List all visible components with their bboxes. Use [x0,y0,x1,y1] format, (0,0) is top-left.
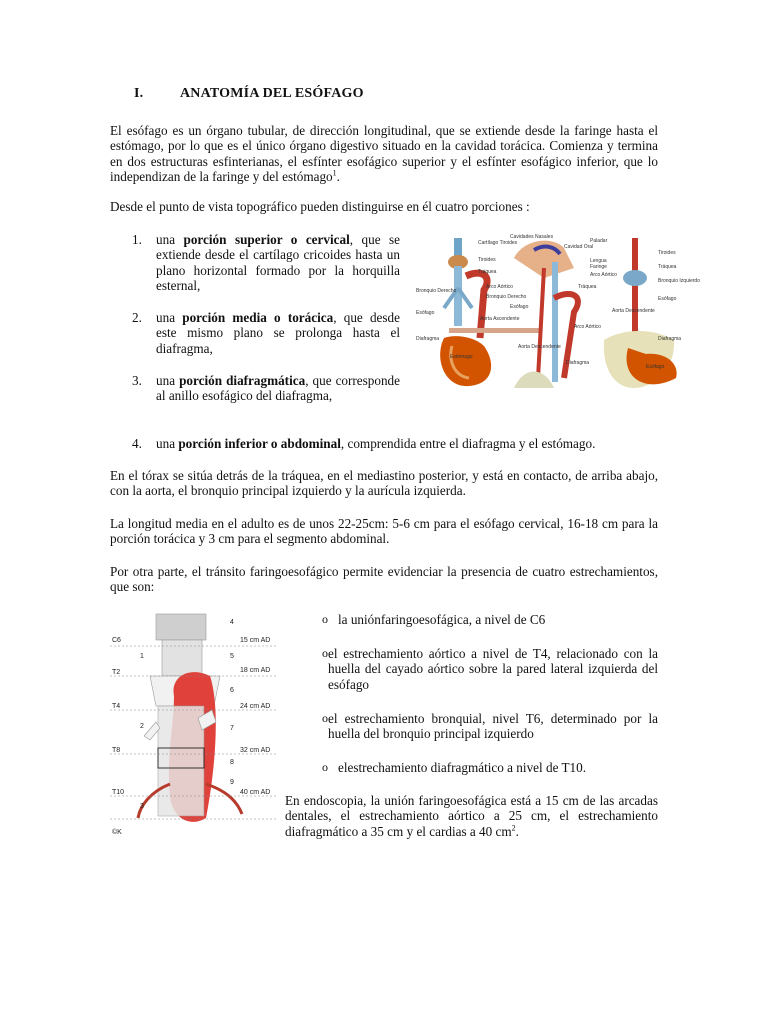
label-lengua: Lengua [590,258,607,264]
label-bronquio-izquierdo: Bronquio Izquierdo [658,278,700,284]
number-7: 7 [230,725,234,732]
section-title: ANATOMÍA DEL ESÓFAGO [180,86,364,101]
label-traquea-m: Tráquea [578,284,597,290]
narrowing-item-2 [322,646,658,692]
esophagus-anatomy-illustration [414,228,700,398]
label-cartilago-tiroides: Cartílago Tiroides [478,240,518,246]
label-aorta-ascendente: Aorta Ascendente [480,316,520,322]
label-diafragma-m: Diafragma [566,360,590,366]
portion-number: 3. [132,373,142,388]
narrowing-text: elestrechamiento diafragmático a nivel de T10. [338,760,587,775]
intro-end: . [336,169,340,185]
portion-text: una porción superior o cervical, que se extiende desde el cartílago cricoides hasta un plano horizontal formado por la horquilla esternal, [156,232,401,294]
label-arco-aortico-m2: Arco Aórtico [574,324,601,330]
topography-paragraph: Desde el punto de vista topográfico pueden distinguirse en él cuatro porciones : [110,199,530,214]
intro-paragraph [110,123,658,185]
portion-text: una porción media o torácica, que desde este mismo plano se prolonga hasta el diafragma, [156,310,400,356]
distance-24cm: 24 cm AD [240,703,271,710]
distance-15cm: 15 cm AD [240,637,271,644]
portion-item-3 [132,373,402,404]
label-arco-aortico: Arco Aórtico [486,284,513,290]
number-4: 4 [230,619,234,626]
bullet-marker: o [322,612,328,626]
length-paragraph: La longitud media en el adulto es de unos 22-25cm: 5-6 cm para el esófago cervical, 16-18 cm para la porción torácica y 3 cm para el segmento abdominal. [110,516,658,547]
label-bronquio-derecho: Bronquio Derecho [416,288,457,294]
bullet-marker: o [322,646,328,660]
thorax-paragraph: En el tórax se sitúa detrás de la tráquea, en el mediastino posterior, y está en contacto, de arriba abajo, con la aorta, el bronquio principal izquierdo y la aurícula izquierda. [110,468,658,499]
narrowing-text: la uniónfaringoesofágica, a nivel de C6 [338,612,546,627]
number-5: 5 [230,653,234,660]
label-esofago-r: Esófago [658,296,677,302]
endoscopy-paragraph [285,793,658,839]
level-t2: T2 [112,669,121,676]
label-aorta-descendente-r: Aorta Descendente [612,308,655,314]
label-tiroides-r: Tiroides [658,250,676,256]
bullet-marker: o [322,760,328,774]
label-bronquio-derecho-2: Bronquio Derecho [486,294,527,300]
portion-number: 1. [132,232,142,247]
label-traquea-r: Tráquea [658,264,677,270]
label-traquea: Tráquea [478,269,497,275]
segment-2: 2 [140,723,144,730]
narrowing-item-4 [322,760,658,775]
label-esofago-m: Esófago [510,304,529,310]
footnote-ref-1: 1 [332,168,337,178]
label-cavidades-nasales: Cavidades Nasales [510,234,554,240]
number-9: 9 [230,779,234,786]
label-tiroides: Tiroides [478,257,496,263]
narrowings-intro-paragraph: Por otra parte, el tránsito faringoesofágico permite evidenciar la presencia de cuatro estrechamientos, que son: [110,564,658,595]
number-6: 6 [230,687,234,694]
level-t8: T8 [112,747,121,754]
label-aorta-descendente-m: Aorta Descendente [518,344,561,350]
narrowings-diagram [110,606,278,836]
intro-text: El esófago es un órgano tubular, de dirección longitudinal, que se extiende desde la faringe hasta el estómago, por lo que es el único órgano digestivo situado en la cavidad torácica. Comienza y termina en dos estructuras esfinterianas, el esfínter esofágico superior y el esfínter esofágico inferior, que lo independizan de la faringe y del estómago [110,123,658,185]
narrowing-item-3 [322,711,658,742]
narrowing-text: el estrechamiento bronquial, nivel T6, determinado por la huella del bronquio principal izquierdo [328,711,658,742]
bullet-marker: o [322,711,328,725]
portion-item-1 [132,232,402,294]
corner-mark: ©K [112,829,122,836]
portion-number: 2. [132,310,142,325]
endoscopy-text: En endoscopia, la unión faringoesofágica está a 15 cm de las arcadas dentales, el estrechamiento aórtico a 25 cm, el estrechamiento diafragmático a 35 cm y el cardias a 40 cm [285,793,658,839]
label-estomago: Estómago [450,354,473,360]
footnote-ref-2: 2 [511,823,516,833]
section-number: I. [134,86,144,101]
level-t10: T10 [112,789,125,796]
portion-item-4 [132,436,658,451]
label-arco-aortico-m: Arco Aórtico [590,272,617,278]
endoscopy-end: . [515,823,519,839]
narrowing-item-1 [322,612,658,627]
segment-1: 1 [140,653,144,660]
label-faringe: Faringe [590,264,607,270]
label-cavidad-oral: Cavidad Oral [564,244,594,250]
portion-number: 4. [132,436,142,451]
level-t4: T4 [112,703,121,710]
portion-text: una porción diafragmática, que corresponde al anillo esofágico del diafragma, [156,373,401,404]
label-esofago: Esófago [416,310,435,316]
label-paladar: Paladar [590,238,608,244]
level-c6: C6 [112,637,121,644]
label-diafragma-r: Diafragma [658,336,682,342]
distance-40cm: 40 cm AD [240,789,271,796]
label-esofago-r2: Esófago [646,364,665,370]
narrowing-text: el estrechamiento aórtico a nivel de T4, relacionado con la huella del cayado aórtico sobre la pared lateral izquierda del esófago [328,646,658,692]
distance-18cm: 18 cm AD [240,667,271,674]
segment-3: 3 [140,803,144,810]
distance-32cm: 32 cm AD [240,747,271,754]
portion-item-2 [132,310,402,356]
portion-text: una porción inferior o abdominal, comprendida entre el diafragma y el estómago. [156,436,596,451]
number-8: 8 [230,759,234,766]
label-diafragma: Diafragma [416,336,440,342]
